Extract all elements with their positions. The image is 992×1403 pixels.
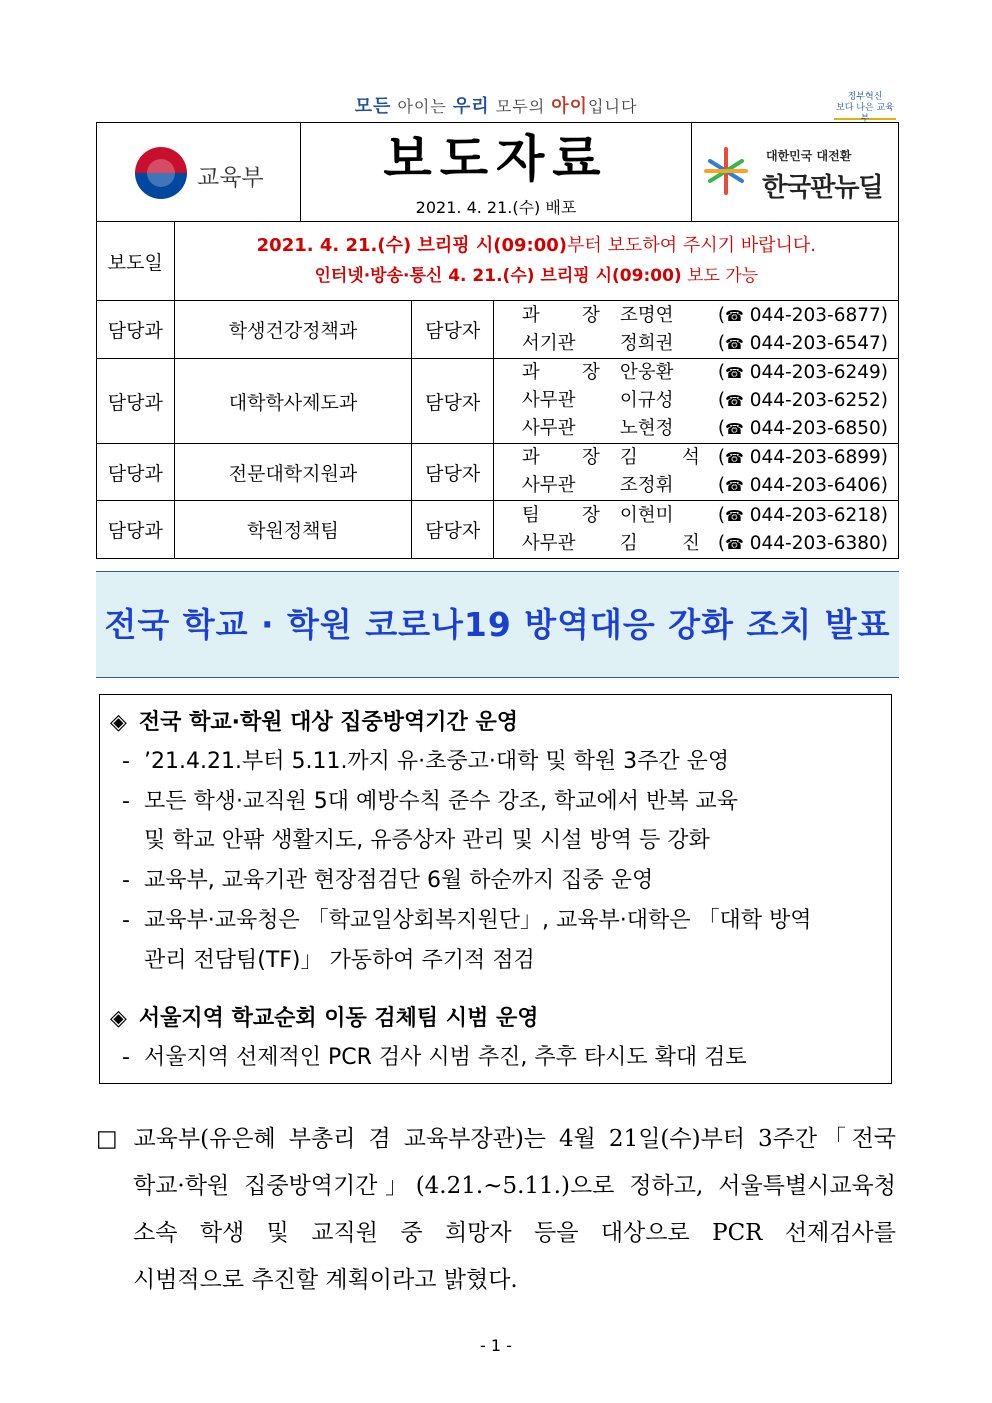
person-phone: (☎ 044-203-6252) xyxy=(717,390,888,411)
newdeal-title: 한국판뉴딜 xyxy=(762,173,883,203)
contact-people xyxy=(493,501,898,559)
body-line: 학교·학원 집중방역기간」(4.21.~5.11.)으로 정하고, 서울특별시교육청 xyxy=(133,1173,896,1199)
person-phone: (☎ 044-203-6899) xyxy=(717,447,888,468)
phone-icon: ☎ xyxy=(725,506,744,525)
taegeuk-emblem-icon xyxy=(135,147,187,199)
person-phone: (☎ 044-203-6850) xyxy=(717,418,888,439)
phone-icon: ☎ xyxy=(725,449,744,467)
corner-logo-line2: 보다 나은 교육부 xyxy=(836,103,894,124)
slogan-word: 모두의 xyxy=(489,97,552,116)
phone-icon: ☎ xyxy=(725,534,744,553)
release-line1-tail: 부터 보도하여 주시기 바랍니다. xyxy=(567,235,816,256)
phone-icon: ☎ xyxy=(725,364,744,382)
summary-item-continued: 관리 전담팀(TF)」 가동하여 주기적 점검 xyxy=(144,948,535,973)
title-cell xyxy=(301,123,692,222)
phone-icon: ☎ xyxy=(725,392,744,410)
dept-name: 학원정책팀 xyxy=(174,501,412,559)
person-role: 사무관 xyxy=(521,390,576,411)
phone-icon: ☎ xyxy=(725,334,744,353)
person-role: 과 장 xyxy=(521,362,600,383)
ministry-logo-cell xyxy=(97,123,301,222)
slogan-word: 모든 xyxy=(354,96,392,117)
government-innovation-logo xyxy=(834,92,896,124)
summary-item: - ’21.4.21.부터 5.11.까지 유·초중고·대학 및 학원 3주간 운영 xyxy=(122,749,730,774)
contact-people xyxy=(493,301,898,359)
summary-item: - 교육부, 교육기관 현장점검단 6월 하순까지 집중 운영 xyxy=(122,868,654,893)
diamond-bullet-icon: ◈ xyxy=(110,710,127,735)
person-role: 서기관 xyxy=(521,332,576,354)
newdeal-logo-cell xyxy=(692,123,899,222)
slogan-word: 아이 xyxy=(551,96,589,117)
page-number: - 1 - xyxy=(480,1336,512,1355)
release-line2-bold: 인터넷·방송·통신 4. 21.(수) 브리핑 시(09:00) xyxy=(314,266,682,286)
page-title: 보도자료 xyxy=(383,129,609,188)
contact-label: 담당자 xyxy=(412,501,494,559)
dept-name: 대학학사제도과 xyxy=(174,359,412,444)
summary-box xyxy=(99,694,892,1084)
headline: 전국 학교 · 학원 코로나19 방역대응 강화 조치 발표 xyxy=(96,571,899,678)
contact-table xyxy=(96,221,899,559)
newdeal-logo-icon xyxy=(704,147,748,195)
contact-row xyxy=(97,501,899,559)
diamond-bullet-icon: ◈ xyxy=(110,1006,127,1031)
body-line: 시범적으로 추진할 계획이라고 밝혔다. xyxy=(133,1267,518,1293)
person-phone: (☎ 044-203-6406) xyxy=(717,475,888,496)
body-paragraph xyxy=(96,1116,896,1304)
contact-label: 담당자 xyxy=(412,444,494,501)
person-phone: (☎ 044-203-6877) xyxy=(717,304,888,326)
person-phone: (☎ 044-203-6218) xyxy=(717,504,888,526)
summary-item-continued: 및 학교 안팎 생활지도, 유증상자 관리 및 시설 방역 등 강화 xyxy=(144,828,710,853)
person-name: 노현정 xyxy=(619,418,674,439)
person-name: 이현미 xyxy=(619,504,674,526)
person-phone: (☎ 044-203-6380) xyxy=(717,532,888,554)
body-line: 소속 학생 및 교직원 중 희망자 등을 대상으로 PCR 선제검사를 xyxy=(133,1220,896,1246)
phone-icon: ☎ xyxy=(725,477,744,495)
person-name: 조정휘 xyxy=(619,475,674,496)
release-notice xyxy=(174,222,898,301)
contact-label: 담당자 xyxy=(412,359,494,444)
release-date: 2021. 4. 21.(수) 배포 xyxy=(415,197,577,217)
person-role: 과 장 xyxy=(521,447,600,468)
dept-label: 담당과 xyxy=(97,444,175,501)
person-name: 정희권 xyxy=(619,332,674,354)
phone-icon: ☎ xyxy=(725,306,744,325)
release-line1-bold: 2021. 4. 21.(수) 브리핑 시(09:00) xyxy=(256,235,568,256)
slogan-word: 우리 xyxy=(452,96,490,117)
contact-row xyxy=(97,359,899,444)
slogan-word: 입니다 xyxy=(588,97,638,116)
phone-icon: ☎ xyxy=(725,420,744,438)
person-role: 사무관 xyxy=(521,532,576,554)
person-phone: (☎ 044-203-6249) xyxy=(717,362,888,383)
person-name: 이규성 xyxy=(619,390,674,411)
summary-item: - 교육부·교육청은 「학교일상회복지원단」, 교육부·대학은 「대학 방역 xyxy=(122,908,812,933)
summary-item: - 서울지역 선제적인 PCR 검사 시범 추진, 추후 타시도 확대 검토 xyxy=(122,1045,747,1070)
contact-row xyxy=(97,444,899,501)
person-role: 사무관 xyxy=(521,475,576,496)
person-phone: (☎ 044-203-6547) xyxy=(717,332,888,354)
body-line: □ 교육부(유은혜 부총리 겸 교육부장관)는 4월 21일(수)부터 3주간「전국 xyxy=(96,1126,897,1152)
newdeal-subtitle: 대한민국 대전환 xyxy=(766,149,852,163)
release-line2-tail: 보도 가능 xyxy=(681,266,759,286)
ministry-name: 교육부 xyxy=(197,165,264,191)
dept-name: 전문대학지원과 xyxy=(174,444,412,501)
corner-logo-line1: 정부혁신 xyxy=(847,92,883,102)
person-name: 조명연 xyxy=(619,304,674,326)
dept-label: 담당과 xyxy=(97,301,175,359)
checkbox-bullet-icon: □ xyxy=(96,1126,124,1152)
summary-item: - 모든 학생·교직원 5대 예방수칙 준수 강조, 학교에서 반복 교육 xyxy=(122,789,738,814)
dept-name: 학생건강정책과 xyxy=(174,301,412,359)
person-name: 김 진 xyxy=(619,532,700,554)
release-label: 보도일 xyxy=(97,222,175,301)
person-role: 팀 장 xyxy=(521,504,600,526)
summary-section-2: ◈ 서울지역 학교순회 이동 검체팀 시범 운영 xyxy=(110,1006,539,1031)
header-table xyxy=(96,122,899,222)
summary-section-1: ◈ 전국 학교·학원 대상 집중방역기간 운영 xyxy=(110,710,518,735)
person-name: 안웅환 xyxy=(619,362,674,383)
slogan-word: 아이는 xyxy=(391,97,453,116)
contact-people xyxy=(493,444,898,501)
person-role: 사무관 xyxy=(521,418,576,439)
contact-row xyxy=(97,301,899,359)
person-name: 김 석 xyxy=(619,447,700,468)
contact-label: 담당자 xyxy=(412,301,494,359)
dept-label: 담당과 xyxy=(97,501,175,559)
person-role: 과 장 xyxy=(521,304,600,326)
dept-label: 담당과 xyxy=(97,359,175,444)
contact-people xyxy=(493,359,898,444)
